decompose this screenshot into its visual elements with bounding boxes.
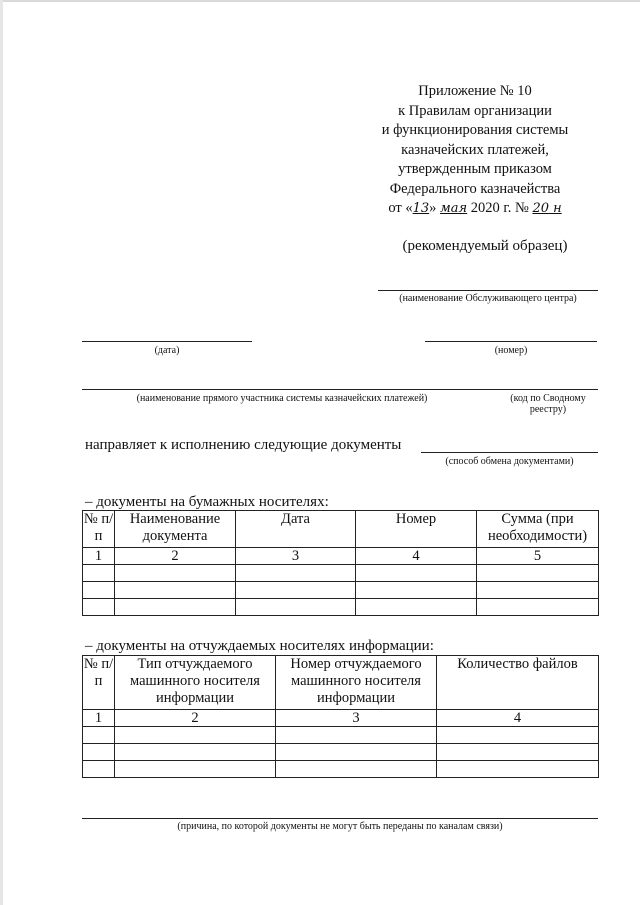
registry-code-caption-line-1: (код по Сводному xyxy=(510,393,586,404)
scan-edge-left xyxy=(0,0,3,905)
paper-documents-table xyxy=(82,510,599,616)
empty-cell xyxy=(477,599,599,616)
empty-cell xyxy=(356,582,477,599)
table-row xyxy=(83,582,599,599)
media-table-numbering-row xyxy=(83,710,599,727)
date-caption: (дата) xyxy=(154,345,180,356)
paper-table-header-row xyxy=(83,511,599,548)
empty-cell xyxy=(83,582,115,599)
empty-cell xyxy=(83,565,115,582)
participant-caption: (наименование прямого участника системы казначейских платежей) xyxy=(136,393,428,404)
appendix-header xyxy=(360,82,590,219)
paper-col-number-4: 4 xyxy=(356,548,477,565)
date-month-handwritten: мая xyxy=(440,201,468,216)
media-col-number-1: 1 xyxy=(83,710,115,727)
empty-cell xyxy=(477,582,599,599)
appendix-line-2: к Правилам организации xyxy=(398,102,552,119)
registry-code-caption xyxy=(498,393,598,415)
empty-cell xyxy=(356,599,477,616)
paper-section-title: – документы на бумажных носителях: xyxy=(85,494,329,510)
sample-label: (рекомендуемый образец) xyxy=(402,238,568,254)
table-row xyxy=(83,565,599,582)
empty-cell xyxy=(83,744,115,761)
empty-cell xyxy=(276,761,437,778)
empty-cell xyxy=(115,761,276,778)
media-documents-table xyxy=(82,655,599,778)
date-day-handwritten: 13 xyxy=(412,201,430,216)
table-row xyxy=(83,761,599,778)
empty-cell xyxy=(236,599,356,616)
service-center-field xyxy=(378,290,598,291)
directs-text: направляет к исполнению следующие документы xyxy=(85,437,402,453)
date-field xyxy=(82,341,252,342)
reason-field xyxy=(82,818,598,819)
empty-cell xyxy=(83,727,115,744)
empty-cell xyxy=(236,565,356,582)
appendix-line-3: и функционирования системы xyxy=(381,122,569,138)
media-table-header-row xyxy=(83,656,599,710)
paper-col-number-5: 5 xyxy=(477,548,599,565)
empty-cell xyxy=(115,744,276,761)
paper-header-number: Номер xyxy=(356,511,477,548)
paper-header-name: Наименование документа xyxy=(115,511,236,548)
empty-cell xyxy=(115,599,236,616)
registry-code-caption-line-2: реестру) xyxy=(529,404,567,415)
service-center-caption: (наименование Обслуживающего центра) xyxy=(399,293,577,304)
number-field xyxy=(425,341,597,342)
empty-cell xyxy=(477,565,599,582)
appendix-line-6: Федерального казначейства xyxy=(389,180,561,197)
paper-col-number-3: 3 xyxy=(236,548,356,565)
paper-col-number-1: 1 xyxy=(83,548,115,565)
paper-header-sum: Сумма (при необходимости) xyxy=(477,511,599,548)
empty-cell xyxy=(276,744,437,761)
empty-cell xyxy=(236,582,356,599)
table-row xyxy=(83,599,599,616)
participant-field xyxy=(82,389,598,390)
date-year: 2020 г. № xyxy=(470,200,529,216)
media-header-file-count: Количество файлов xyxy=(437,656,599,710)
number-caption: (номер) xyxy=(494,345,528,356)
empty-cell xyxy=(115,727,276,744)
reason-caption: (причина, по которой документы не могут быть переданы по каналам связи) xyxy=(177,821,503,832)
appendix-line-5: утвержденным приказом xyxy=(398,161,552,177)
date-mid: » xyxy=(429,200,437,216)
paper-table-numbering-row xyxy=(83,548,599,565)
media-header-type: Тип отчуждаемого машинного носителя информации xyxy=(115,656,276,710)
empty-cell xyxy=(83,761,115,778)
empty-cell xyxy=(437,744,599,761)
media-header-num: № п/п xyxy=(83,656,115,710)
exchange-method-field xyxy=(421,452,598,453)
media-col-number-4: 4 xyxy=(437,710,599,727)
empty-cell xyxy=(356,565,477,582)
date-number-handwritten: 20 н xyxy=(532,201,562,216)
media-section-title: – документы на отчуждаемых носителях информации: xyxy=(85,638,434,654)
empty-cell xyxy=(437,761,599,778)
paper-header-date: Дата xyxy=(236,511,356,548)
scan-edge-top xyxy=(0,0,640,2)
table-row xyxy=(83,744,599,761)
paper-header-num: № п/п xyxy=(83,511,115,548)
media-header-number: Номер отчуждаемого машинного носителя информации xyxy=(276,656,437,710)
empty-cell xyxy=(83,599,115,616)
empty-cell xyxy=(115,565,236,582)
media-col-number-2: 2 xyxy=(115,710,276,727)
appendix-date-line xyxy=(360,199,590,219)
appendix-line-4: казначейских платежей, xyxy=(401,141,549,158)
empty-cell xyxy=(437,727,599,744)
table-row xyxy=(83,727,599,744)
empty-cell xyxy=(115,582,236,599)
date-prefix: от « xyxy=(388,200,413,216)
media-col-number-3: 3 xyxy=(276,710,437,727)
appendix-line-1: Приложение № 10 xyxy=(418,83,532,99)
exchange-method-caption: (способ обмена документами) xyxy=(445,456,574,467)
paper-col-number-2: 2 xyxy=(115,548,236,565)
empty-cell xyxy=(276,727,437,744)
